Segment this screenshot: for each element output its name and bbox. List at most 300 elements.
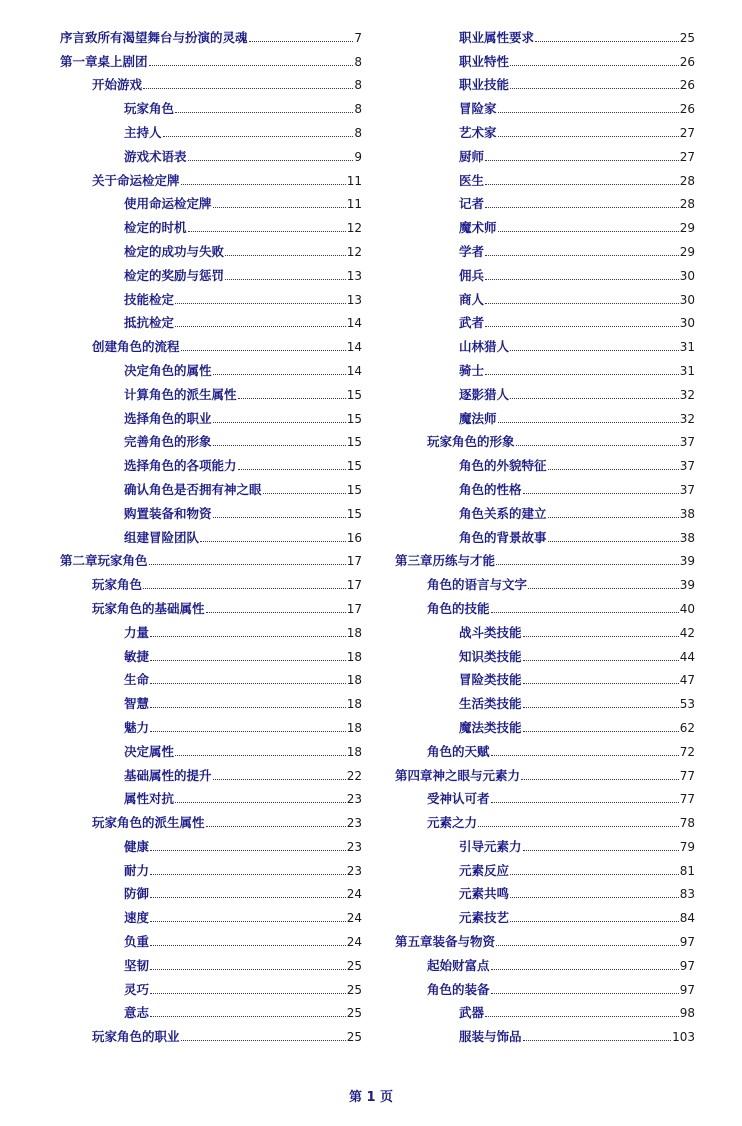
- dot-leader: [150, 921, 346, 922]
- toc-entry[interactable]: [395, 902, 695, 926]
- toc-entry[interactable]: [60, 593, 362, 617]
- toc-entry[interactable]: [395, 1021, 695, 1045]
- toc-entry-title: 第二章玩家角色: [60, 553, 148, 569]
- dot-leader: [485, 160, 679, 161]
- toc-entry[interactable]: [60, 427, 362, 451]
- toc-entry-page: 37: [679, 459, 695, 474]
- toc-entry-page: 30: [679, 292, 695, 307]
- dot-leader: [523, 660, 679, 661]
- toc-entry-title: 开始游戏: [92, 77, 143, 93]
- toc-entry-title: 受神认可者: [427, 791, 490, 807]
- toc-entry-title: 第四章神之眼与元素力: [395, 767, 521, 783]
- toc-entry-title: 速度: [124, 910, 150, 926]
- dot-leader: [528, 588, 679, 589]
- toc-entry-title: 第一章桌上剧团: [60, 53, 148, 69]
- dot-leader: [485, 303, 679, 304]
- toc-entry[interactable]: [60, 46, 362, 70]
- dot-leader: [548, 541, 679, 542]
- dot-leader: [485, 207, 679, 208]
- toc-entry-page: 28: [679, 197, 695, 212]
- toc-entry[interactable]: [60, 902, 362, 926]
- dot-leader: [150, 969, 346, 970]
- dot-leader: [249, 41, 354, 42]
- dot-leader: [150, 707, 346, 708]
- toc-entry[interactable]: [60, 93, 362, 117]
- toc-entry-page: 97: [679, 982, 695, 997]
- toc-entry-page: 15: [346, 482, 362, 497]
- dot-leader: [491, 802, 679, 803]
- toc-entry-page: 9: [354, 149, 362, 164]
- dot-leader: [523, 493, 679, 494]
- toc-entry-title: 检定的时机: [124, 220, 187, 236]
- toc-entry-page: 23: [346, 863, 362, 878]
- toc-entry[interactable]: [395, 522, 695, 546]
- toc-entry-title: 健康: [124, 838, 150, 854]
- dot-leader: [175, 802, 346, 803]
- toc-entry-title: 角色的性格: [459, 481, 522, 497]
- toc-entry-title: 技能检定: [124, 291, 175, 307]
- toc-entry[interactable]: [60, 355, 362, 379]
- toc-entry-title: 玩家角色: [92, 577, 143, 593]
- toc-entry[interactable]: [60, 974, 362, 998]
- toc-entry-page: 15: [346, 459, 362, 474]
- toc-entry-page: 14: [346, 316, 362, 331]
- toc-entry-page: 18: [346, 744, 362, 759]
- toc-entry[interactable]: [60, 807, 362, 831]
- dot-leader: [516, 445, 679, 446]
- dot-leader: [181, 184, 346, 185]
- toc-entry-title: 灵巧: [124, 981, 150, 997]
- toc-entry[interactable]: [395, 450, 695, 474]
- toc-entry-page: 37: [679, 482, 695, 497]
- toc-entry-title: 完善角色的形象: [124, 434, 212, 450]
- toc-entry-title: 抵抗检定: [124, 315, 175, 331]
- toc-entry[interactable]: [60, 784, 362, 808]
- dot-leader: [150, 945, 346, 946]
- toc-entry-page: 26: [679, 54, 695, 69]
- toc-entry-page: 78: [679, 816, 695, 831]
- dot-leader: [510, 398, 679, 399]
- toc-entry-page: 103: [672, 1030, 695, 1045]
- toc-entry-page: 77: [679, 792, 695, 807]
- toc-entry-title: 选择角色的职业: [124, 410, 212, 426]
- dot-leader: [225, 279, 346, 280]
- toc-entry[interactable]: [60, 641, 362, 665]
- toc-entry-page: 8: [354, 54, 362, 69]
- toc-entry-page: 97: [679, 958, 695, 973]
- toc-entry-title: 使用命运检定牌: [124, 196, 212, 212]
- toc-entry-page: 24: [346, 935, 362, 950]
- toc-entry-title: 职业特性: [459, 53, 510, 69]
- toc-entry[interactable]: [60, 331, 362, 355]
- toc-entry[interactable]: [395, 331, 695, 355]
- dot-leader: [213, 517, 346, 518]
- toc-entry-title: 玩家角色的派生属性: [92, 815, 205, 831]
- dot-leader: [213, 422, 346, 423]
- toc-entry[interactable]: [395, 974, 695, 998]
- toc-entry[interactable]: [60, 403, 362, 427]
- dot-leader: [510, 65, 679, 66]
- dot-leader: [175, 326, 346, 327]
- toc-entry[interactable]: [60, 474, 362, 498]
- toc-entry-title: 确认角色是否拥有神之眼: [124, 481, 262, 497]
- dot-leader: [213, 445, 346, 446]
- toc-entry[interactable]: [60, 117, 362, 141]
- toc-entry-title: 逐影猎人: [459, 386, 510, 402]
- toc-entry[interactable]: [60, 1021, 362, 1045]
- toc-entry[interactable]: [395, 93, 695, 117]
- dot-leader: [150, 660, 346, 661]
- toc-entry-page: 79: [679, 839, 695, 854]
- toc-entry-page: 8: [354, 102, 362, 117]
- toc-entry[interactable]: [395, 284, 695, 308]
- toc-entry-page: 98: [679, 1006, 695, 1021]
- toc-entry[interactable]: [60, 617, 362, 641]
- toc-entry-title: 组建冒险团队: [124, 529, 200, 545]
- toc-entry[interactable]: [395, 117, 695, 141]
- toc-entry[interactable]: [60, 212, 362, 236]
- dot-leader: [485, 374, 679, 375]
- toc-left-column: [60, 22, 362, 1045]
- dot-leader: [149, 65, 354, 66]
- toc-entry-page: 23: [346, 792, 362, 807]
- toc-entry[interactable]: [60, 498, 362, 522]
- toc-entry-title: 元素之力: [427, 815, 478, 831]
- toc-entry-page: 39: [679, 578, 695, 593]
- toc-entry-title: 角色的技能: [427, 600, 490, 616]
- toc-entry-title: 角色的外貌特征: [459, 458, 547, 474]
- toc-entry-page: 16: [346, 530, 362, 545]
- toc-entry[interactable]: [60, 688, 362, 712]
- toc-entry-title: 玩家角色的基础属性: [92, 600, 205, 616]
- dot-leader: [491, 969, 679, 970]
- toc-entry[interactable]: [395, 855, 695, 879]
- toc-entry-page: 81: [679, 863, 695, 878]
- toc-entry[interactable]: [395, 665, 695, 689]
- toc-entry-page: 11: [346, 197, 362, 212]
- dot-leader: [548, 469, 679, 470]
- toc-entry[interactable]: [395, 831, 695, 855]
- dot-leader: [496, 945, 679, 946]
- toc-entry-title: 山林猎人: [459, 339, 510, 355]
- toc-entry-title: 序言致所有渴望舞台与扮演的灵魂: [60, 29, 248, 45]
- dot-leader: [150, 874, 346, 875]
- toc-entry-title: 力量: [124, 624, 150, 640]
- toc-entry-page: 97: [679, 935, 695, 950]
- toc-entry[interactable]: [60, 665, 362, 689]
- toc-entry-page: 38: [679, 506, 695, 521]
- toc-entry-title: 生命: [124, 672, 150, 688]
- dot-leader: [548, 517, 679, 518]
- toc-entry-page: 30: [679, 316, 695, 331]
- dot-leader: [491, 993, 679, 994]
- toc-entry[interactable]: [60, 379, 362, 403]
- toc-entry[interactable]: [60, 879, 362, 903]
- toc-entry-title: 魔法师: [459, 410, 497, 426]
- dot-leader: [200, 541, 346, 542]
- toc-entry-page: 77: [679, 768, 695, 783]
- toc-entry-page: 17: [346, 554, 362, 569]
- dot-leader: [491, 612, 679, 613]
- toc-entry[interactable]: [395, 355, 695, 379]
- dot-leader: [181, 1040, 346, 1041]
- dot-leader: [510, 350, 679, 351]
- toc-entry-title: 玩家角色的职业: [92, 1029, 180, 1045]
- toc-entry-title: 选择角色的各项能力: [124, 458, 237, 474]
- dot-leader: [510, 921, 679, 922]
- toc-entry-title: 耐力: [124, 862, 150, 878]
- dot-leader: [498, 231, 679, 232]
- toc-entry-title: 关于命运检定牌: [92, 172, 180, 188]
- toc-entry[interactable]: [60, 70, 362, 94]
- toc-entry-page: 28: [679, 173, 695, 188]
- toc-entry-page: 38: [679, 530, 695, 545]
- toc-entry[interactable]: [395, 807, 695, 831]
- toc-entry[interactable]: [395, 379, 695, 403]
- toc-entry[interactable]: [60, 760, 362, 784]
- dot-leader: [485, 255, 679, 256]
- toc-entry[interactable]: [60, 308, 362, 332]
- toc-entry-title: 主持人: [124, 124, 162, 140]
- toc-entry[interactable]: [395, 70, 695, 94]
- toc-entry[interactable]: [395, 617, 695, 641]
- dot-leader: [150, 1016, 346, 1017]
- toc-entry-page: 18: [346, 720, 362, 735]
- toc-entry[interactable]: [60, 926, 362, 950]
- toc-entry[interactable]: [395, 427, 695, 451]
- toc-entry-title: 生活类技能: [459, 696, 522, 712]
- toc-entry-title: 职业技能: [459, 77, 510, 93]
- dot-leader: [478, 826, 679, 827]
- toc-entry-page: 83: [679, 887, 695, 902]
- dot-leader: [143, 88, 353, 89]
- toc-entry-page: 31: [679, 340, 695, 355]
- toc-entry-title: 角色关系的建立: [459, 505, 547, 521]
- toc-entry-page: 25: [679, 30, 695, 45]
- toc-entry-title: 起始财富点: [427, 957, 490, 973]
- toc-entry[interactable]: [395, 22, 695, 46]
- toc-entry-title: 商人: [459, 291, 485, 307]
- toc-entry[interactable]: [395, 688, 695, 712]
- toc-entry-page: 72: [679, 744, 695, 759]
- toc-entry-page: 29: [679, 221, 695, 236]
- dot-leader: [523, 731, 679, 732]
- toc-entry[interactable]: [395, 189, 695, 213]
- dot-leader: [206, 612, 346, 613]
- dot-leader: [175, 755, 346, 756]
- toc-entry[interactable]: [395, 308, 695, 332]
- dot-leader: [498, 136, 679, 137]
- toc-entry-title: 冒险家: [459, 101, 497, 117]
- dot-leader: [535, 41, 679, 42]
- dot-leader: [523, 707, 679, 708]
- toc-entry-page: 17: [346, 601, 362, 616]
- dot-leader: [523, 683, 679, 684]
- dot-leader: [510, 897, 679, 898]
- toc-entry[interactable]: [395, 141, 695, 165]
- toc-entry-title: 武器: [459, 1005, 485, 1021]
- toc-entry[interactable]: [60, 141, 362, 165]
- toc-entry[interactable]: [395, 998, 695, 1022]
- dot-leader: [149, 564, 346, 565]
- dot-leader: [491, 755, 679, 756]
- toc-entry[interactable]: [60, 736, 362, 760]
- dot-leader: [238, 469, 346, 470]
- dot-leader: [163, 136, 354, 137]
- dot-leader: [523, 850, 679, 851]
- toc-entry-title: 魔法类技能: [459, 719, 522, 735]
- toc-entry-page: 15: [346, 435, 362, 450]
- toc-entry[interactable]: [395, 546, 695, 570]
- toc-entry-page: 32: [679, 387, 695, 402]
- toc-entry[interactable]: [395, 236, 695, 260]
- toc-entry-page: 18: [346, 673, 362, 688]
- dot-leader: [498, 112, 679, 113]
- toc-entry[interactable]: [395, 950, 695, 974]
- toc-entry-page: 26: [679, 102, 695, 117]
- toc-entry[interactable]: [395, 212, 695, 236]
- toc-entry[interactable]: [395, 736, 695, 760]
- toc-entry-page: 53: [679, 697, 695, 712]
- dot-leader: [485, 1016, 679, 1017]
- toc-entry-page: 27: [679, 125, 695, 140]
- dot-leader: [510, 874, 679, 875]
- dot-leader: [150, 850, 346, 851]
- toc-entry-title: 创建角色的流程: [92, 339, 180, 355]
- dot-leader: [181, 350, 346, 351]
- toc-entry[interactable]: [60, 165, 362, 189]
- toc-entry[interactable]: [60, 712, 362, 736]
- dot-leader: [523, 636, 679, 637]
- toc-entry[interactable]: [60, 950, 362, 974]
- toc-entry-page: 15: [346, 387, 362, 402]
- toc-entry-page: 13: [346, 268, 362, 283]
- toc-entry[interactable]: [395, 260, 695, 284]
- toc-entry-title: 检定的奖励与惩罚: [124, 267, 225, 283]
- toc-entry[interactable]: [395, 926, 695, 950]
- toc-entry[interactable]: [395, 474, 695, 498]
- toc-entry-page: 15: [346, 506, 362, 521]
- toc-entry-title: 战斗类技能: [459, 624, 522, 640]
- toc-entry[interactable]: [60, 522, 362, 546]
- toc-entry-page: 18: [346, 625, 362, 640]
- toc-entry-page: 17: [346, 578, 362, 593]
- toc-entry-title: 艺术家: [459, 124, 497, 140]
- toc-entry-title: 防御: [124, 886, 150, 902]
- toc-entry-title: 记者: [459, 196, 485, 212]
- toc-entry[interactable]: [395, 46, 695, 70]
- toc-entry-title: 职业属性要求: [459, 29, 535, 45]
- toc-entry-title: 第三章历练与才能: [395, 553, 496, 569]
- toc-entry-title: 医生: [459, 172, 485, 188]
- toc-entry[interactable]: [395, 784, 695, 808]
- toc-entry[interactable]: [395, 498, 695, 522]
- dot-leader: [498, 422, 679, 423]
- toc-entry[interactable]: [60, 284, 362, 308]
- toc-entry-page: 32: [679, 411, 695, 426]
- toc-entry[interactable]: [395, 165, 695, 189]
- toc-entry-title: 知识类技能: [459, 648, 522, 664]
- toc-entry-title: 计算角色的派生属性: [124, 386, 237, 402]
- toc-entry-title: 武者: [459, 315, 485, 331]
- dot-leader: [175, 303, 346, 304]
- toc-entry-page: 25: [346, 958, 362, 973]
- toc-entry-page: 84: [679, 911, 695, 926]
- dot-leader: [188, 231, 346, 232]
- toc-entry-title: 骑士: [459, 362, 485, 378]
- toc-entry-page: 29: [679, 244, 695, 259]
- dot-leader: [238, 398, 346, 399]
- toc-entry[interactable]: [60, 450, 362, 474]
- toc-entry-page: 11: [346, 173, 362, 188]
- toc-entry-title: 角色的背景故事: [459, 529, 547, 545]
- dot-leader: [206, 826, 346, 827]
- toc-entry[interactable]: [395, 569, 695, 593]
- toc-entry-title: 第五章装备与物资: [395, 934, 496, 950]
- toc-entry-title: 魔术师: [459, 220, 497, 236]
- toc-entry[interactable]: [60, 189, 362, 213]
- toc-entry[interactable]: [60, 855, 362, 879]
- toc-entry[interactable]: [60, 236, 362, 260]
- toc-entry-page: 13: [346, 292, 362, 307]
- toc-entry-page: 27: [679, 149, 695, 164]
- toc-entry-page: 40: [679, 601, 695, 616]
- toc-entry[interactable]: [60, 569, 362, 593]
- toc-entry-title: 厨师: [459, 148, 485, 164]
- toc-entry-title: 检定的成功与失败: [124, 243, 225, 259]
- toc-entry[interactable]: [60, 831, 362, 855]
- toc-entry-title: 购置装备和物资: [124, 505, 212, 521]
- toc-entry[interactable]: [395, 760, 695, 784]
- toc-entry[interactable]: [395, 712, 695, 736]
- toc-entry[interactable]: [60, 260, 362, 284]
- toc-entry-title: 佣兵: [459, 267, 485, 283]
- toc-entry-page: 25: [346, 982, 362, 997]
- toc-entry-title: 角色的装备: [427, 981, 490, 997]
- toc-entry-title: 决定属性: [124, 743, 175, 759]
- toc-entry[interactable]: [60, 546, 362, 570]
- toc-entry-page: 25: [346, 1006, 362, 1021]
- toc-entry-page: 24: [346, 911, 362, 926]
- dot-leader: [150, 897, 346, 898]
- toc-entry[interactable]: [60, 22, 362, 46]
- toc-entry[interactable]: [395, 403, 695, 427]
- toc-entry-page: 8: [354, 78, 362, 93]
- dot-leader: [150, 731, 346, 732]
- toc-entry-title: 冒险类技能: [459, 672, 522, 688]
- toc-entry-title: 引导元素力: [459, 838, 522, 854]
- toc-entry[interactable]: [395, 641, 695, 665]
- toc-entry-page: 23: [346, 816, 362, 831]
- toc-right-column: [395, 22, 695, 1045]
- toc-entry-page: 37: [679, 435, 695, 450]
- toc-entry[interactable]: [395, 879, 695, 903]
- dot-leader: [213, 374, 346, 375]
- dot-leader: [175, 112, 353, 113]
- dot-leader: [485, 326, 679, 327]
- toc-entry-title: 角色的天赋: [427, 743, 490, 759]
- toc-entry-page: 47: [679, 673, 695, 688]
- toc-entry-page: 31: [679, 363, 695, 378]
- toc-entry-page: 26: [679, 78, 695, 93]
- toc-entry[interactable]: [60, 998, 362, 1022]
- toc-entry-page: 18: [346, 697, 362, 712]
- toc-entry-title: 智慧: [124, 696, 150, 712]
- toc-entry-title: 玩家角色的形象: [427, 434, 515, 450]
- dot-leader: [150, 636, 346, 637]
- page-number: 第 1 页: [348, 1090, 394, 1105]
- toc-entry[interactable]: [395, 593, 695, 617]
